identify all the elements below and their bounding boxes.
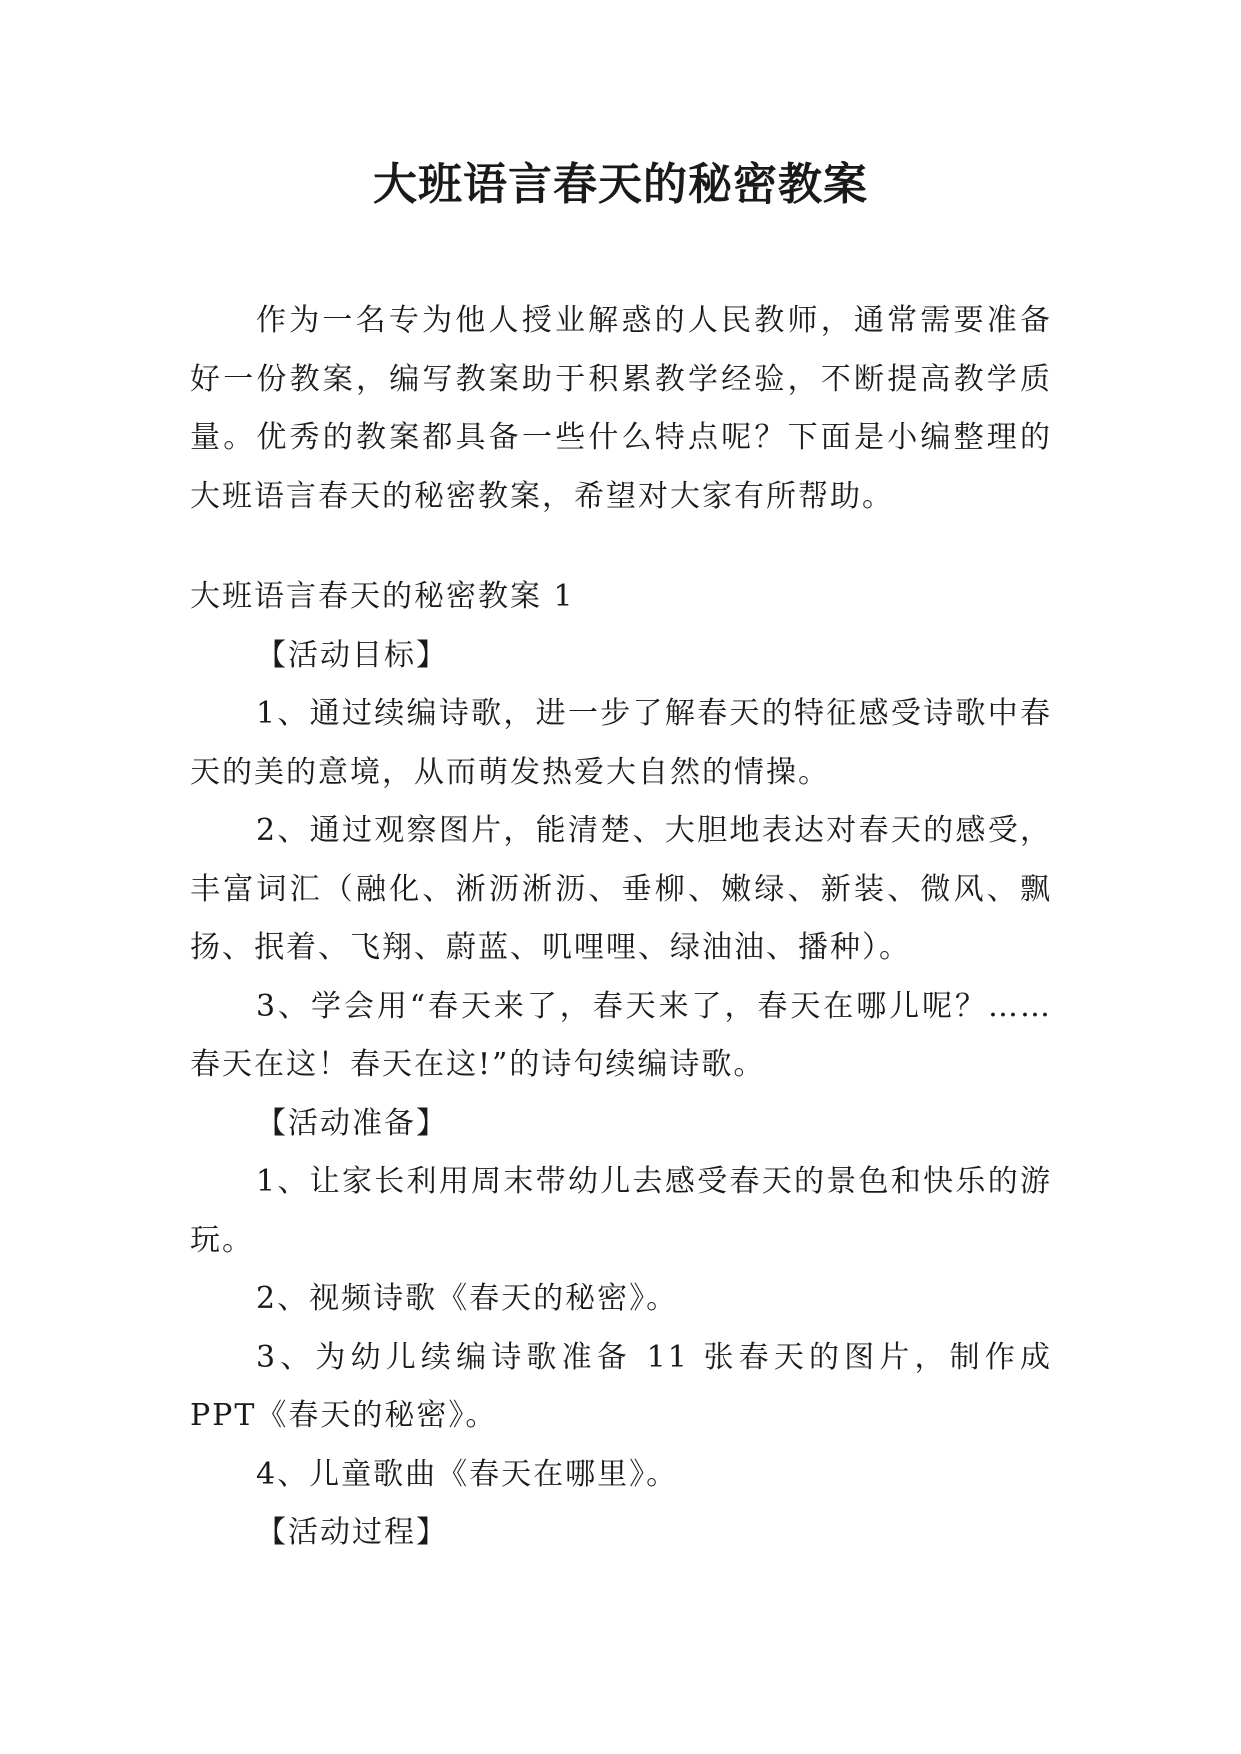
goal-item-1: 1、通过续编诗歌，进一步了解春天的特征感受诗歌中春天的美的意境，从而萌发热爱大自然的情操。	[190, 696, 1052, 790]
prep-item-3: 3、为幼儿续编诗歌准备 11 张春天的图片，制作成 PPT《春天的秘密》。	[190, 1339, 1052, 1433]
document-title: 大班语言春天的秘密教案	[373, 159, 868, 210]
prep-item-4: 4、儿童歌曲《春天在哪里》。	[256, 1456, 679, 1492]
prep-item-1: 1、让家长利用周末带幼儿去感受春天的景色和快乐的游玩。	[190, 1164, 1052, 1258]
prep-item-2: 2、视频诗歌《春天的秘密》。	[256, 1281, 679, 1316]
prep-heading: 【活动准备】	[256, 1105, 448, 1141]
intro-paragraph: 作为一名专为他人授业解惑的人民教师，通常需要准备好一份教案，编写教案助于积累教学经验，不断提高教学质量。优秀的教案都具备一些什么特点呢？下面是小编整理的大班语言春天的秘密教案，希望对大家有所帮助。	[190, 303, 1052, 514]
process-heading: 【活动过程】	[256, 1515, 448, 1550]
document-body	[190, 292, 1052, 1563]
section-title: 大班语言春天的秘密教案 1	[190, 579, 575, 614]
goal-item-3: 3、学会用“春天来了，春天来了，春天在哪儿呢？……春天在这！春天在这!”的诗句续编诗歌。	[190, 988, 1052, 1082]
goal-item-2: 2、通过观察图片，能清楚、大胆地表达对春天的感受，丰富词汇（融化、淅沥淅沥、垂柳、嫩绿、新装、微风、飘扬、抿着、飞翔、蔚蓝、叽哩哩、绿油油、播种）。	[190, 813, 1052, 965]
goals-heading: 【活动目标】	[256, 637, 448, 673]
